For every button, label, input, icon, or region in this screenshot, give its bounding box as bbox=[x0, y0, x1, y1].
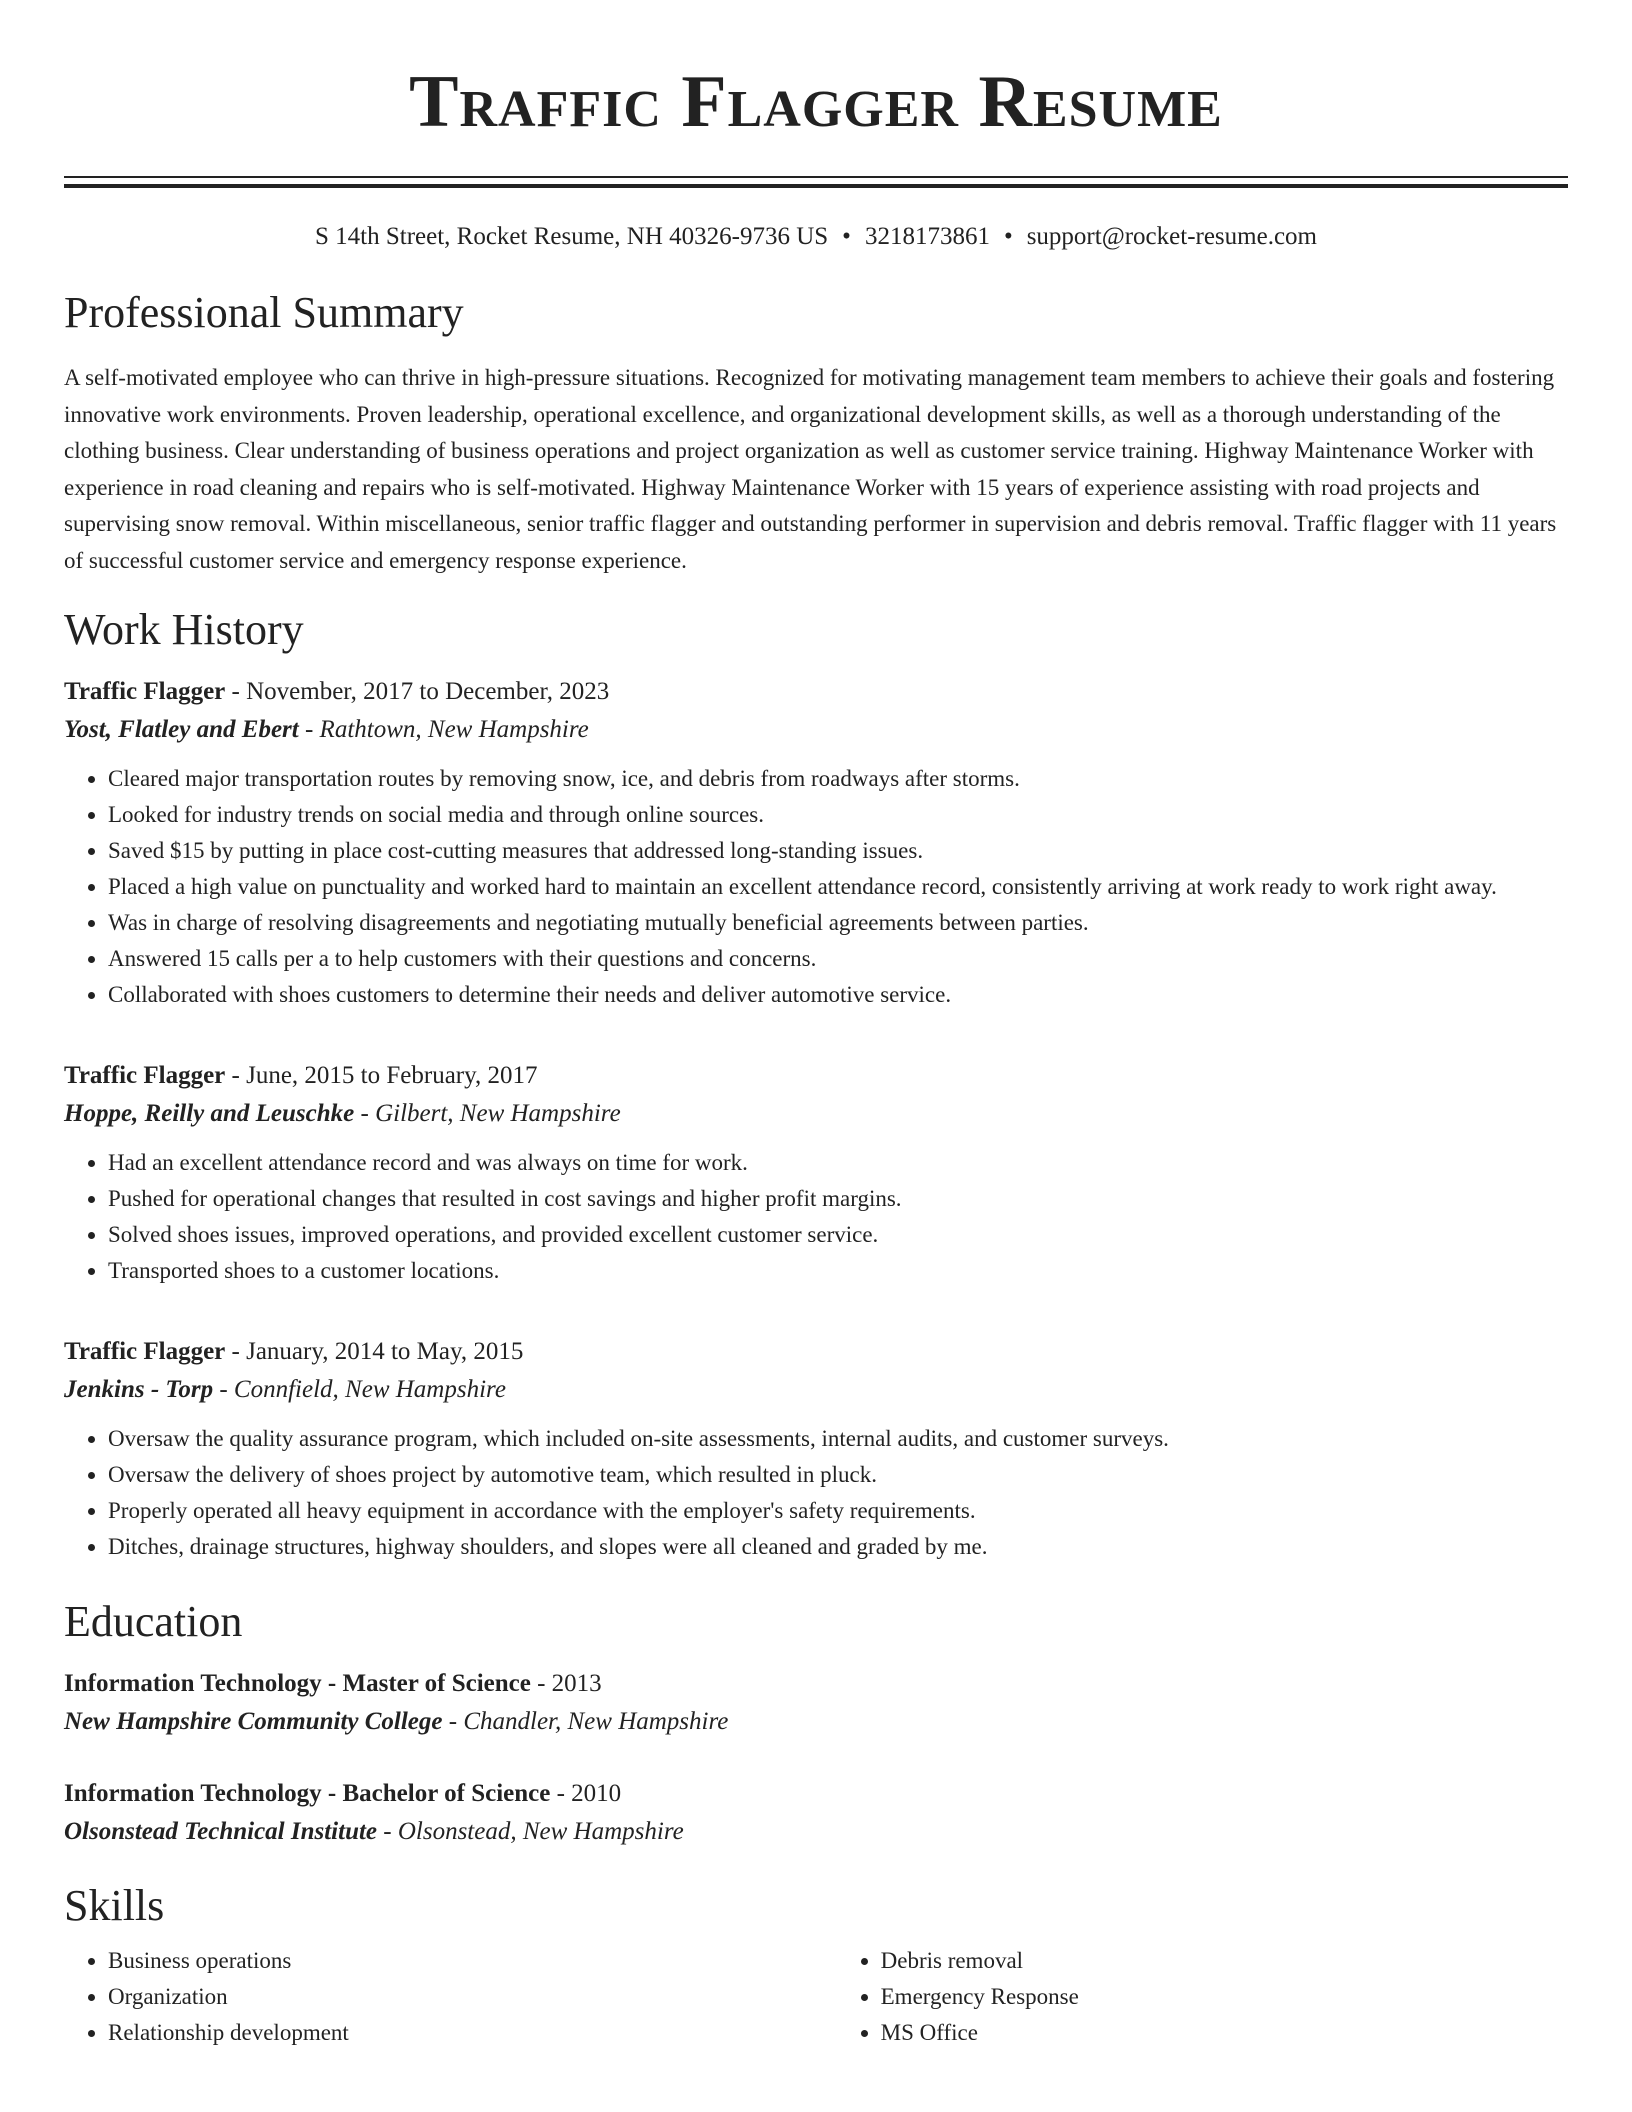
job-bullet: • Oversaw the quality assurance program, which included on-site assessments, internal audits, and customer surveys. bbox=[108, 1421, 1568, 1457]
skills-column-right bbox=[837, 1943, 1568, 2051]
skills-list bbox=[64, 1943, 1568, 2051]
job-bullets bbox=[64, 1145, 1568, 1289]
job-company-line bbox=[64, 1095, 1568, 1133]
job-bullet: • Cleared major transportation routes by removing snow, ice, and debris from roadways after storms. bbox=[108, 761, 1568, 797]
job-bullet: • Was in charge of resolving disagreements and negotiating mutually beneficial agreements between parties. bbox=[108, 905, 1568, 941]
job-bullet: • Placed a high value on punctuality and worked hard to maintain an excellent attendance record, consistently arriving at work ready to work right away. bbox=[108, 869, 1568, 905]
education-degree: Information Technology - Bachelor of Science bbox=[64, 1780, 551, 1807]
summary-text: A self-motivated employee who can thrive in high-pressure situations. Recognized for motivating management team members to achieve their goals and fostering innovative work environments. Proven leadership, operational excellence, and organizational development skills, as well as a thorough understanding of the clothing business. Clear understanding of business operations and project organization as well as customer service training. Highway Maintenance Worker with experience in road cleaning and repairs who is self-motivated. Highway Maintenance Worker with 15 years of experience assisting with road projects and supervising snow removal. Within miscellaneous, senior traffic flagger and outstanding performer in supervision and debris removal. Traffic flagger with 11 years of successful customer service and emergency response experience. bbox=[64, 365, 1557, 573]
skill-item: • MS Office bbox=[881, 2015, 1568, 2051]
job-location: - Connfield, New Hampshire bbox=[213, 1376, 506, 1403]
skill-item: • Debris removal bbox=[881, 1943, 1568, 1979]
job-bullet: • Looked for industry trends on social media and through online sources. bbox=[108, 797, 1568, 833]
job-entry bbox=[64, 673, 1568, 1013]
education-entry bbox=[64, 1775, 1568, 1851]
job-bullet: • Properly operated all heavy equipment in accordance with the employer's safety requirements. bbox=[108, 1493, 1568, 1529]
contact-separator: • bbox=[842, 223, 851, 250]
education-school: New Hampshire Community College bbox=[64, 1708, 443, 1735]
job-dates: - January, 2014 to May, 2015 bbox=[225, 1338, 524, 1365]
job-bullet: • Transported shoes to a customer locations. bbox=[108, 1253, 1568, 1289]
job-entry bbox=[64, 1057, 1568, 1289]
education-entry bbox=[64, 1665, 1568, 1741]
education-heading: Education bbox=[64, 1597, 243, 1646]
job-bullets bbox=[64, 761, 1568, 1013]
job-role-line bbox=[64, 673, 1568, 711]
contact-phone: 3218173861 bbox=[864, 223, 990, 250]
job-dates: - June, 2015 to February, 2017 bbox=[225, 1062, 538, 1089]
job-bullet: • Oversaw the delivery of shoes project by automotive team, which resulted in pluck. bbox=[108, 1457, 1568, 1493]
job-role-line bbox=[64, 1333, 1568, 1371]
education-year: - 2013 bbox=[530, 1670, 602, 1697]
education-location: - Chandler, New Hampshire bbox=[442, 1708, 729, 1735]
job-title: Traffic Flagger bbox=[64, 1338, 226, 1365]
contact-address: S 14th Street, Rocket Resume, NH 40326-9736 US bbox=[315, 223, 829, 250]
job-company: Hoppe, Reilly and Leuschke bbox=[64, 1100, 355, 1127]
job-location: - Rathtown, New Hampshire bbox=[298, 716, 589, 743]
contact-separator: • bbox=[1003, 223, 1013, 250]
job-entry bbox=[64, 1333, 1568, 1565]
education-location: - Olsonstead, New Hampshire bbox=[377, 1818, 684, 1845]
job-location: - Gilbert, New Hampshire bbox=[354, 1100, 621, 1127]
job-bullet: • Ditches, drainage structures, highway shoulders, and slopes were all cleaned and graded by me. bbox=[108, 1529, 1568, 1565]
education-school-line bbox=[64, 1813, 1568, 1851]
skill-item: • Organization bbox=[108, 1979, 837, 2015]
job-role-line bbox=[64, 1057, 1568, 1095]
job-company: Yost, Flatley and Ebert bbox=[64, 716, 299, 743]
job-company-line bbox=[64, 711, 1568, 749]
title-divider-thin bbox=[64, 176, 1568, 178]
job-bullet: • Pushed for operational changes that resulted in cost savings and higher profit margins. bbox=[108, 1181, 1568, 1217]
job-title: Traffic Flagger bbox=[64, 1062, 226, 1089]
job-bullet: • Saved $15 by putting in place cost-cutting measures that addressed long-standing issues. bbox=[108, 833, 1568, 869]
job-bullet: • Collaborated with shoes customers to determine their needs and deliver automotive service. bbox=[108, 977, 1568, 1013]
work-history-heading: Work History bbox=[64, 605, 304, 654]
contact-line bbox=[64, 222, 1568, 252]
education-degree-line bbox=[64, 1775, 1568, 1813]
job-bullet: • Answered 15 calls per a to help customers with their questions and concerns. bbox=[108, 941, 1568, 977]
education-school: Olsonstead Technical Institute bbox=[64, 1818, 378, 1845]
skill-item: • Emergency Response bbox=[881, 1979, 1568, 2015]
job-bullet: • Solved shoes issues, improved operations, and provided excellent customer service. bbox=[108, 1217, 1568, 1253]
skill-item: • Relationship development bbox=[108, 2015, 837, 2051]
resume-title: Traffic Flagger Resume bbox=[409, 61, 1223, 143]
skills-heading: Skills bbox=[64, 1881, 165, 1930]
education-degree: Information Technology - Master of Science bbox=[64, 1670, 531, 1697]
summary-heading: Professional Summary bbox=[64, 288, 464, 337]
job-title: Traffic Flagger bbox=[64, 678, 226, 705]
contact-email: support@rocket-resume.com bbox=[1026, 223, 1317, 250]
title-divider-thick bbox=[64, 184, 1568, 188]
education-degree-line bbox=[64, 1665, 1568, 1703]
education-school-line bbox=[64, 1703, 1568, 1741]
skill-item: • Business operations bbox=[108, 1943, 837, 1979]
skills-column-left bbox=[64, 1943, 837, 2051]
job-bullet: • Had an excellent attendance record and was always on time for work. bbox=[108, 1145, 1568, 1181]
job-company: Jenkins - Torp bbox=[64, 1376, 214, 1403]
job-company-line bbox=[64, 1371, 1568, 1409]
job-dates: - November, 2017 to December, 2023 bbox=[225, 678, 610, 705]
education-year: - 2010 bbox=[550, 1780, 622, 1807]
job-bullets bbox=[64, 1421, 1568, 1565]
